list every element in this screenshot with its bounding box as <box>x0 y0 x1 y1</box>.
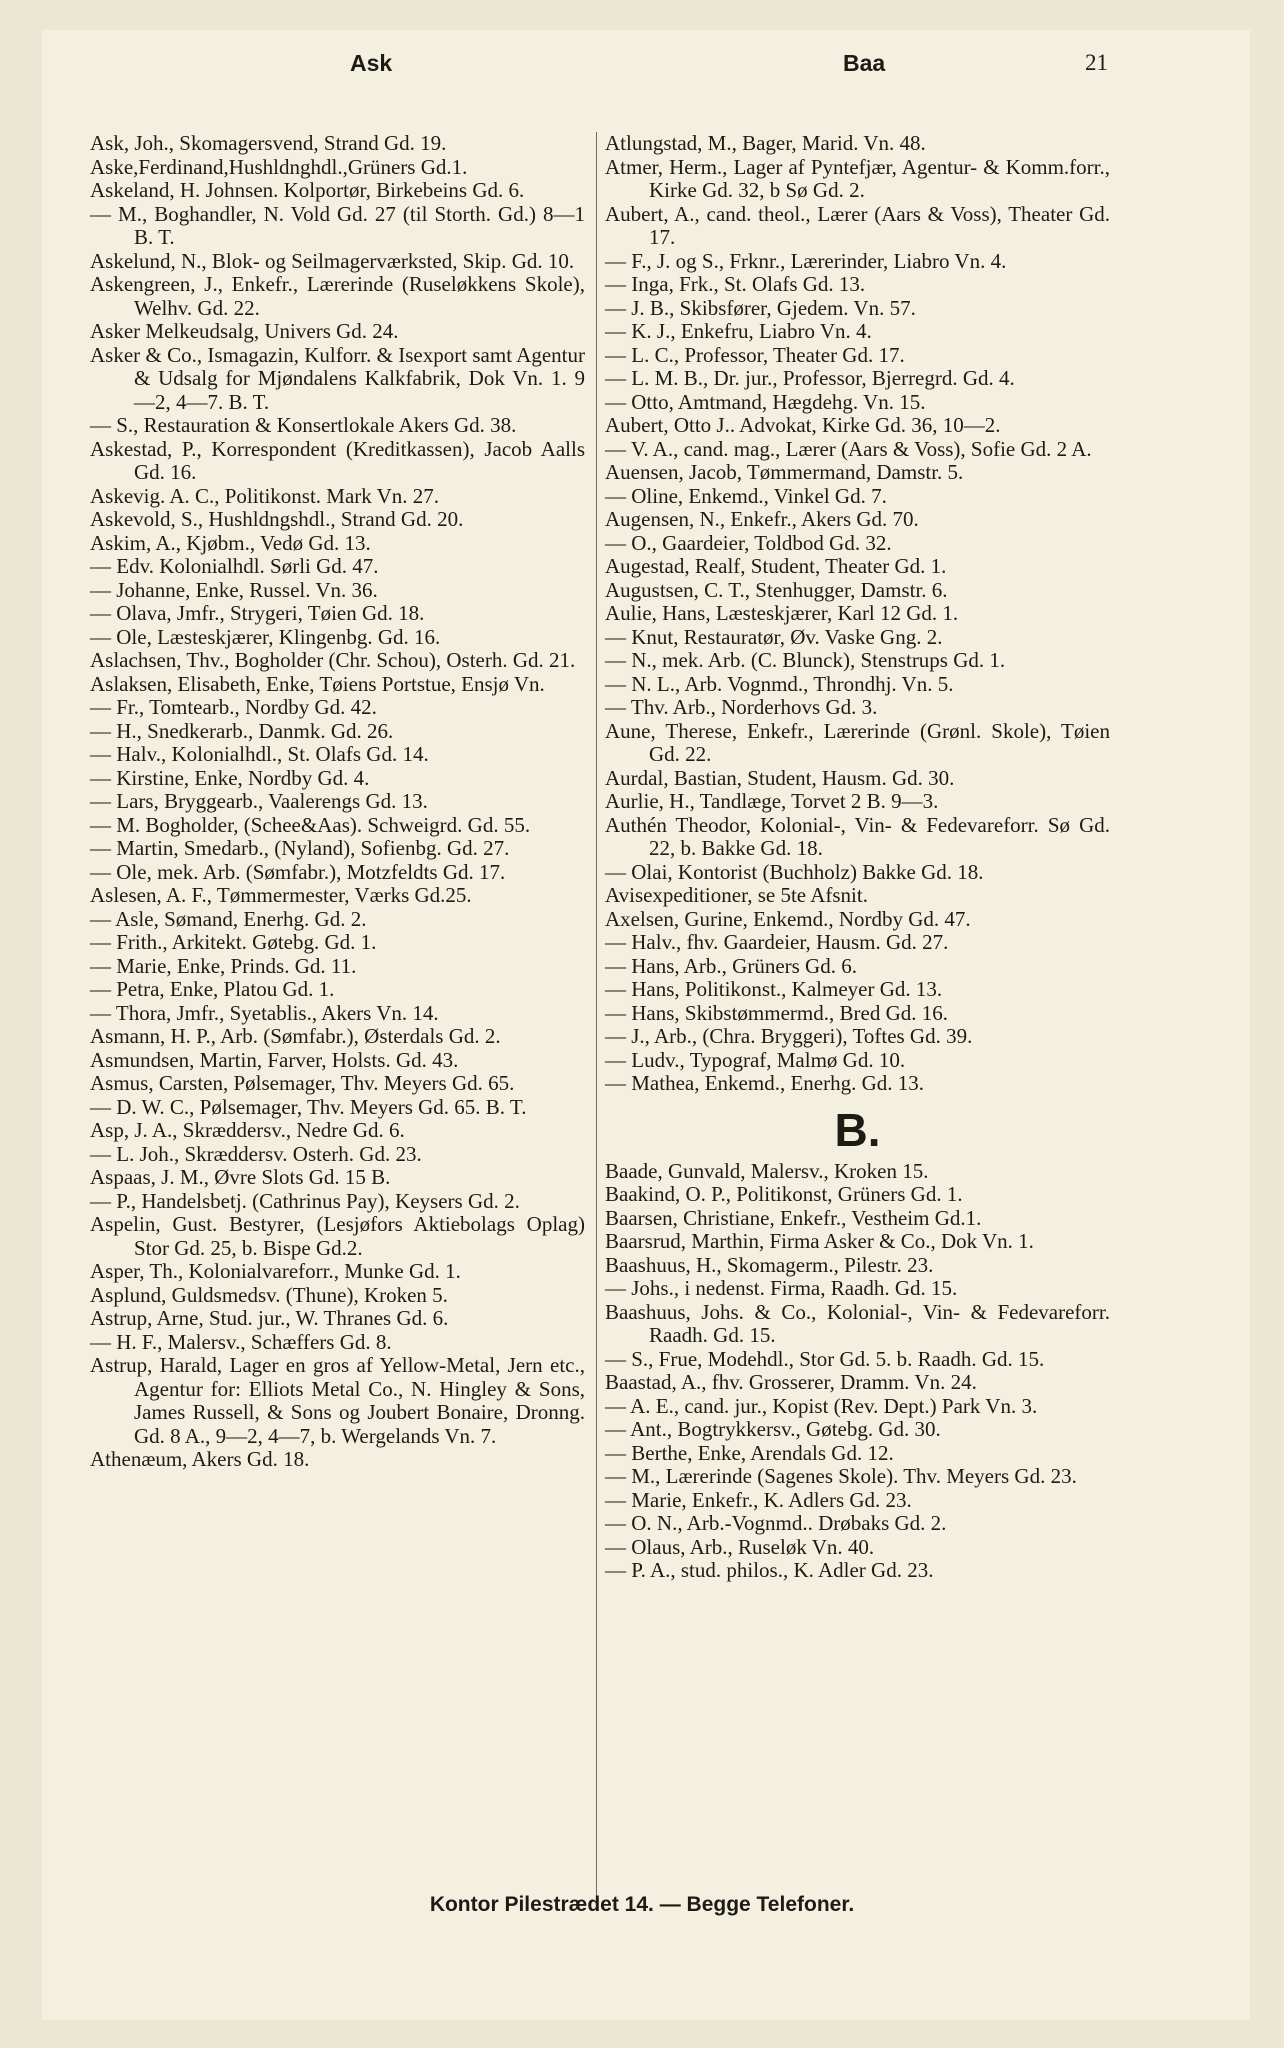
directory-entry: — Thv. Arb., Norderhovs Gd. 3. <box>605 695 878 719</box>
directory-entry: — Marie, Enke, Prinds. Gd. 11. <box>90 953 357 978</box>
directory-entry: — Oline, Enkemd., Vinkel Gd. 7. <box>605 483 887 508</box>
directory-entry: — Halv., Kolonialhdl., St. Olafs Gd. 14. <box>90 742 429 766</box>
directory-entry: — Edv. Kolonialhdl. Sørli Gd. 47. <box>90 554 379 578</box>
directory-entry: Asplund, Guldsmedsv. (Thune), Kroken 5. <box>90 1282 448 1307</box>
directory-entry: — M. Bogholder, (Schee&Aas). Schweigrd. Gd. 55. <box>90 812 531 837</box>
directory-entry: Aune, Therese, Enkefr., Lærerinde (Grønl. Skole), Tøien Gd. 22. <box>605 718 1110 766</box>
directory-entry: — A. E., cand. jur., Kopist (Rev. Dept.) Park Vn. 3. <box>605 1393 1038 1418</box>
directory-entry: Atlungstad, M., Bager, Marid. Vn. 48. <box>605 131 926 155</box>
directory-entry: Baashuus, H., Skomagerm., Pilestr. 23. <box>605 1252 934 1277</box>
directory-entry: Asmus, Carsten, Pølsemager, Thv. Meyers Gd. 65. <box>90 1071 515 1095</box>
directory-entry: — Berthe, Enke, Arendals Gd. 12. <box>605 1440 894 1465</box>
directory-entry: Axelsen, Gurine, Enkemd., Nordby Gd. 47. <box>605 906 971 931</box>
directory-entry: — N. L., Arb. Vognmd., Throndhj. Vn. 5. <box>605 671 954 696</box>
directory-entry: — Ludv., Typograf, Malmø Gd. 10. <box>605 1047 906 1072</box>
directory-entry: — Asle, Sømand, Enerhg. Gd. 2. <box>90 906 367 931</box>
running-head-center: Baa <box>843 50 886 76</box>
directory-entry: Asper, Th., Kolonialvareforr., Munke Gd. 1. <box>90 1259 461 1283</box>
directory-entry: — V. A., cand. mag., Lærer (Aars & Voss), Sofie Gd. 2 A. <box>605 436 1092 461</box>
directory-entry: Baade, Gunvald, Malersv., Kroken 15. <box>605 1158 929 1183</box>
directory-entry: — Inga, Frk., St. Olafs Gd. 13. <box>605 272 866 296</box>
directory-entry: — Marie, Enkefr., K. Adlers Gd. 23. <box>605 1487 912 1512</box>
directory-entry: — Olaus, Arb., Ruseløk Vn. 40. <box>605 1534 875 1559</box>
column-divider <box>596 132 597 1907</box>
directory-entry: Aurlie, H., Tandlæge, Torvet 2 B. 9—3. <box>605 789 939 813</box>
section-letter: B. <box>834 1103 881 1156</box>
directory-entry: — Hans, Politikonst., Kalmeyer Gd. 13. <box>605 977 943 1001</box>
directory-entry: Askim, A., Kjøbm., Vedø Gd. 13. <box>90 530 371 555</box>
directory-entry: Aurdal, Bastian, Student, Hausm. Gd. 30. <box>605 765 955 790</box>
directory-entry: — Frith., Arkitekt. Gøtebg. Gd. 1. <box>90 930 377 954</box>
directory-entry: Askevold, S., Hushldngshdl., Strand Gd. 20. <box>90 507 464 531</box>
directory-entry: Augensen, N., Enkefr., Akers Gd. 70. <box>605 507 919 531</box>
directory-entry: — Hans, Arb., Grüners Gd. 6. <box>605 953 857 978</box>
directory-entry: — S., Frue, Modehdl., Stor Gd. 5. b. Raadh. Gd. 15. <box>605 1346 1045 1371</box>
directory-entry: — S., Restauration & Konsertlokale Akers Gd. 38. <box>90 413 517 437</box>
directory-entry: Asker & Co., Ismagazin, Kulforr. & Isexport samt Agentur & Udsalg for Mjøndalens Kalkfabrik, Dok Vn. 1. 9—2, 4—7. B. T. <box>90 342 585 414</box>
directory-entry: Baashuus, Johs. & Co., Kolonial-, Vin- & Fedevareforr. Raadh. Gd. 15. <box>605 1299 1110 1347</box>
directory-entry: — P., Handelsbetj. (Cathrinus Pay), Keysers Gd. 2. <box>90 1188 520 1213</box>
directory-entry: — O., Gaardeier, Toldbod Gd. 32. <box>605 530 892 555</box>
directory-entry: — Halv., fhv. Gaardeier, Hausm. Gd. 27. <box>605 930 949 954</box>
directory-entry: — D. W. C., Pølsemager, Thv. Meyers Gd. 65. B. T. <box>90 1094 527 1119</box>
directory-entry: — L. M. B., Dr. jur., Professor, Bjerregrd. Gd. 4. <box>605 366 1015 390</box>
page-footer: Kontor Pilestrædet 14. — Begge Telefoner. <box>429 1893 855 1916</box>
directory-entry: — Petra, Enke, Platou Gd. 1. <box>90 977 335 1001</box>
directory-entry: Baarsrud, Marthin, Firma Asker & Co., Dok Vn. 1. <box>605 1229 1034 1253</box>
directory-entry: — Otto, Amtmand, Hægdehg. Vn. 15. <box>605 389 926 414</box>
directory-entry: Baakind, O. P., Politikonst, Grüners Gd. 1. <box>605 1182 963 1206</box>
directory-entry: Aslesen, A. F., Tømmermester, Værks Gd.25. <box>90 883 472 907</box>
directory-entry: Aske,Ferdinand,Hushldnghdl.,Grüners Gd.1. <box>90 154 468 179</box>
directory-entry: Askeland, H. Johnsen. Kolportør, Birkebeins Gd. 6. <box>90 178 525 202</box>
directory-entry: — Hans, Skibstømmermd., Bred Gd. 16. <box>605 1000 948 1025</box>
directory-entry: — Knut, Restauratør, Øv. Vaske Gng. 2. <box>605 624 943 649</box>
directory-entry: Aspaas, J. M., Øvre Slots Gd. 15 B. <box>90 1165 391 1189</box>
directory-entry: — Lars, Bryggearb., Vaalerengs Gd. 13. <box>90 789 428 813</box>
directory-entry: Baarsen, Christiane, Enkefr., Vestheim Gd.1. <box>605 1205 982 1230</box>
directory-entry: — M., Boghandler, N. Vold Gd. 27 (til Storth. Gd.) 8—1 B. T. <box>90 201 585 249</box>
directory-entry: — M., Lærerinde (Sagenes Skole). Thv. Meyers Gd. 23. <box>605 1464 1077 1488</box>
directory-entry: Askestad, P., Korrespondent (Kreditkassen), Jacob Aalls Gd. 16. <box>90 436 585 484</box>
directory-entry: Asmann, H. P., Arb. (Sømfabr.), Østerdals Gd. 2. <box>90 1024 501 1048</box>
directory-entry: — L. Joh., Skræddersv. Osterh. Gd. 23. <box>90 1141 422 1166</box>
directory-entry: Aubert, A., cand. theol., Lærer (Aars & Voss), Theater Gd. 17. <box>605 201 1110 249</box>
directory-entry: Askelund, N., Blok- og Seilmagerværksted, Skip. Gd. 10. <box>90 248 575 273</box>
directory-entry: Atmer, Herm., Lager af Pyntefjær, Agentur- & Komm.forr., Kirke Gd. 32, b Sø Gd. 2. <box>605 154 1110 202</box>
directory-entry: — H. F., Malersv., Schæffers Gd. 8. <box>90 1329 392 1354</box>
directory-entry: Avisexpeditioner, se 5te Afsnit. <box>605 883 868 907</box>
directory-entry: Authén Theodor, Kolonial-, Vin- & Fedevareforr. Sø Gd. 22, b. Bakke Gd. 18. <box>605 812 1110 860</box>
directory-entry: Astrup, Arne, Stud. jur., W. Thranes Gd. 6. <box>90 1306 449 1330</box>
directory-entry: — O. N., Arb.-Vognmd.. Drøbaks Gd. 2. <box>605 1511 947 1535</box>
directory-entry: — Ole, Læsteskjærer, Klingenbg. Gd. 16. <box>90 624 441 649</box>
directory-entry: — Thora, Jmfr., Syetablis., Akers Vn. 14. <box>90 1000 439 1025</box>
running-head-left: Ask <box>350 50 393 76</box>
directory-entry: — H., Snedkerarb., Danmk. Gd. 26. <box>90 718 394 743</box>
directory-entry: — Fr., Tomtearb., Nordby Gd. 42. <box>90 695 377 719</box>
directory-entry: — Ole, mek. Arb. (Sømfabr.), Motzfeldts Gd. 17. <box>90 859 506 884</box>
directory-entry: Astrup, Harald, Lager en gros af Yellow-Metal, Jern etc., Agentur for: Elliots Metal Co., N. Hingley & Sons, James Russell, & Sons og Joubert Bonaire, Dronng. Gd. 8 A., 9—2, 4—7, b. Wergelands Vn. 7. <box>90 1353 585 1448</box>
directory-entry: — Olava, Jmfr., Strygeri, Tøien Gd. 18. <box>90 601 425 625</box>
directory-entry: — N., mek. Arb. (C. Blunck), Stenstrups Gd. 1. <box>605 648 1006 672</box>
directory-entry: Aulie, Hans, Læsteskjærer, Karl 12 Gd. 1. <box>605 601 959 625</box>
directory-entry: Auensen, Jacob, Tømmermand, Damstr. 5. <box>605 460 964 484</box>
page-number: 21 <box>1085 50 1108 75</box>
directory-entry: Aspelin, Gust. Bestyrer, (Lesjøfors Aktiebolags Oplag) Stor Gd. 25, b. Bispe Gd.2. <box>90 1212 585 1260</box>
directory-entry: Aubert, Otto J.. Advokat, Kirke Gd. 36, 10—2. <box>605 413 1001 437</box>
directory-entry: Aslachsen, Thv., Bogholder (Chr. Schou), Osterh. Gd. 21. <box>90 648 576 672</box>
right-column <box>605 132 1110 1583</box>
directory-entry: — Martin, Smedarb., (Nyland), Sofienbg. Gd. 27. <box>90 836 510 860</box>
directory-entry: Asp, J. A., Skræddersv., Nedre Gd. 6. <box>90 1118 405 1142</box>
directory-entry: — P. A., stud. philos., K. Adler Gd. 23. <box>605 1558 934 1582</box>
directory-entry: Askengreen, J., Enkefr., Lærerinde (Ruseløkkens Skole), Welhv. Gd. 22. <box>90 272 585 320</box>
directory-entry: — Kirstine, Enke, Nordby Gd. 4. <box>90 765 370 790</box>
directory-entry: — J. B., Skibsfører, Gjedem. Vn. 57. <box>605 295 916 320</box>
directory-entry: — Olai, Kontorist (Buchholz) Bakke Gd. 18. <box>605 859 984 884</box>
directory-entry: — K. J., Enkefru, Liabro Vn. 4. <box>605 319 872 343</box>
directory-entry: Augustsen, C. T., Stenhugger, Damstr. 6. <box>605 577 948 602</box>
directory-entry: Augestad, Realf, Student, Theater Gd. 1. <box>605 554 947 578</box>
directory-entry: — L. C., Professor, Theater Gd. 17. <box>605 342 905 367</box>
directory-entry: Ask, Joh., Skomagersvend, Strand Gd. 19. <box>90 131 447 155</box>
directory-entry: — F., J. og S., Frknr., Lærerinder, Liabro Vn. 4. <box>605 248 1007 273</box>
directory-entry: Athenæum, Akers Gd. 18. <box>90 1447 310 1471</box>
directory-entry: — Ant., Bogtrykkersv., Gøtebg. Gd. 30. <box>605 1417 941 1441</box>
directory-entry: — Mathea, Enkemd., Enerhg. Gd. 13. <box>605 1071 925 1095</box>
directory-entry: — Johanne, Enke, Russel. Vn. 36. <box>90 577 378 602</box>
directory-entry: Baastad, A., fhv. Grosserer, Dramm. Vn. 24. <box>605 1370 977 1394</box>
directory-entry: Asker Melkeudsalg, Univers Gd. 24. <box>90 319 399 343</box>
directory-entry: — Johs., i nedenst. Firma, Raadh. Gd. 15. <box>605 1276 958 1300</box>
directory-entry: — J., Arb., (Chra. Bryggeri), Toftes Gd. 39. <box>605 1024 973 1048</box>
directory-entry: Askevig. A. C., Politikonst. Mark Vn. 27. <box>90 483 440 508</box>
directory-entry: Aslaksen, Elisabeth, Enke, Tøiens Portstue, Ensjø Vn. <box>90 671 545 696</box>
directory-entry: Asmundsen, Martin, Farver, Holsts. Gd. 43. <box>90 1047 459 1072</box>
left-column <box>90 132 585 1472</box>
